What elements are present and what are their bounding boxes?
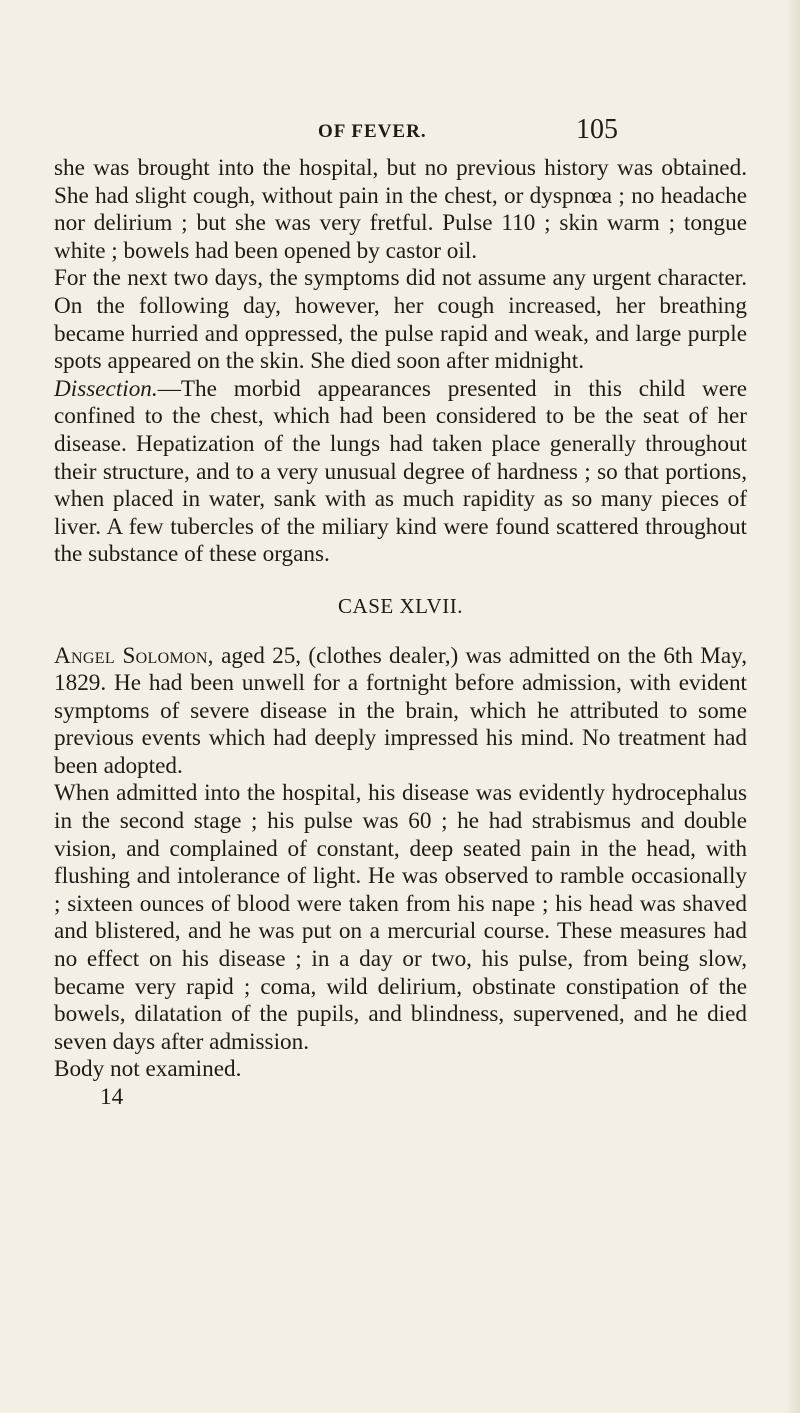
paragraph-admission: When admitted into the hospital, his disease was evidently hydrocephalus in the second stage ; his pulse was 60 ; he had strabismus and double vision, and complained of constant, deep seated pain in the head, with flushing and intolerance of light. He was observed to ramble occasionally ; sixteen ounces of blood were taken from his nape ; his head was shaved and blistered, and he was put on a mercurial course. These measures had no effect on his disease ; in a day or two, his pulse, from being slow, became very rapid ; coma, wild delirium, obstinate constipation of the bowels, dilatation of the pupils, and blindness, supervened, and he died seven days after admission. [54, 780, 747, 1055]
paragraph-course: For the next two days, the symptoms did not assume any urgent character. On the following day, however, her cough increased, her breathing became hurried and oppressed, the pulse rapid and weak, and large purple spots appeared on the skin. She died soon after midnight. [54, 265, 747, 375]
page-number: 105 [576, 114, 618, 145]
paragraph-body-note: Body not examined. [54, 1056, 242, 1083]
paragraph-case-intro [54, 643, 747, 781]
running-title: OF FEVER. [318, 121, 427, 142]
case-heading: CASE XLVII. [338, 593, 463, 618]
body-text [54, 155, 747, 1112]
dissection-label: Dissection. [54, 375, 158, 402]
paragraph-dissection [54, 376, 747, 569]
page-edge-shadow [786, 0, 800, 1413]
signature-mark: 14 [100, 1084, 124, 1110]
case-intro-text: aged 25, (clothes dealer,) was admitted on the 6th May, 1829. He had been unwell for a fortnight before admission, with evident symptoms of severe disease in the brain, which he attributed to some previous events which had deeply impressed his mind. No treatment had been adopted. [54, 642, 748, 779]
dissection-text: —The morbid appearances presented in this child were confined to the chest, which had been considered to be the seat of her disease. Hepatization of the lungs had taken place generally throughout their structure, and to a very unusual degree of hardness ; so that portions, when placed in water, sank with as much rapidity as so many pieces of liver. A few tubercles of the miliary kind were found scattered throughout the substance of these organs. [54, 375, 747, 568]
patient-name: Angel Solomon, [54, 642, 214, 669]
paragraph-history: she was brought into the hospital, but no previous history was obtained. She had slight cough, without pain in the chest, or dyspnœa ; no headache nor delirium ; but she was very fretful. Pulse 110 ; skin warm ; tongue white ; bowels had been opened by castor oil. [54, 155, 747, 264]
